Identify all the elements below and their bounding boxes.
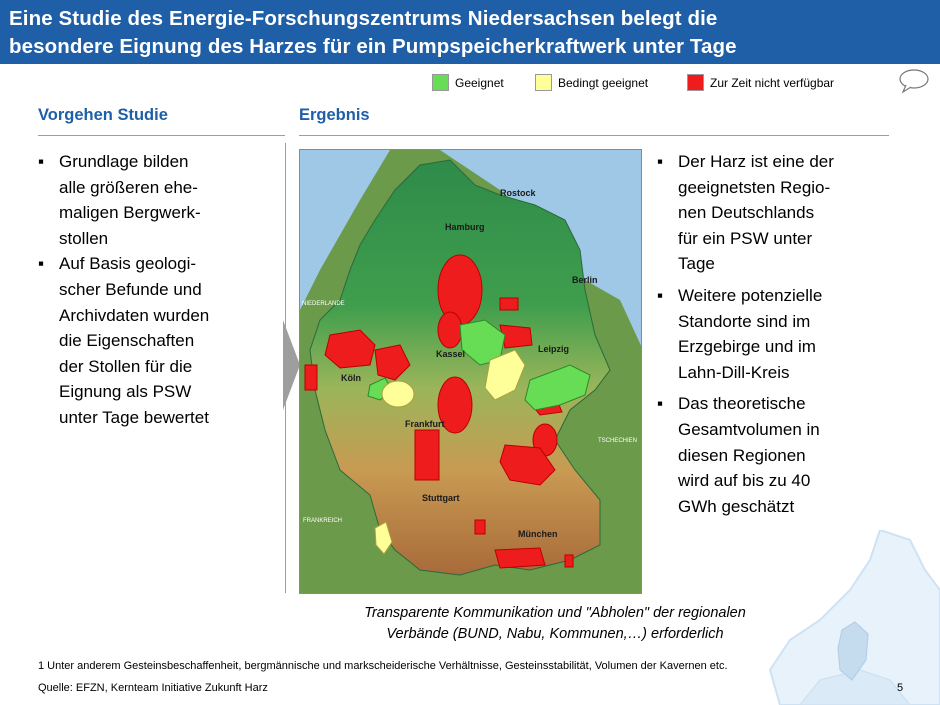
caption <box>300 603 810 645</box>
page-title <box>9 5 934 61</box>
footnote: 1 Unter anderem Gesteinsbeschaffenheit, bergmännische und markscheiderische Verhältnisse, Gesteinsstabilität, Volumen der Kavernen etc. <box>38 660 728 672</box>
source-note: Quelle: EFZN, Kernteam Initiative Zukunft Harz <box>38 682 268 694</box>
red-region <box>475 520 485 534</box>
country-label: NIEDERLANDE <box>302 301 345 307</box>
legend-swatch-red <box>687 74 704 91</box>
bullet-icon: ▪ <box>657 152 664 171</box>
comment-icon[interactable] <box>898 68 930 94</box>
right-bullet-1: ▪ Der Harz ist eine der geeignetsten Regio- nen Deutschlands für ein PSW unter Tage <box>657 149 892 277</box>
city-label: Stuttgart <box>422 493 460 503</box>
left-divider <box>38 135 285 136</box>
bullet-icon: ▪ <box>657 394 664 414</box>
title-line-2: besondere Eignung des Harzes für ein Pumpspeicherkraftwerk unter Tage <box>9 35 737 58</box>
left-heading: Vorgehen Studie <box>38 106 168 124</box>
right-heading: Ergebnis <box>299 106 370 124</box>
city-label: Berlin <box>572 275 598 285</box>
city-label: Leipzig <box>538 344 569 354</box>
caption-line-1: Transparente Kommunikation und "Abholen" der regionalen <box>364 605 746 621</box>
country-label: FRANKREICH <box>303 518 343 524</box>
city-label: München <box>518 529 558 539</box>
red-region <box>305 365 317 390</box>
legend-item-geeignet <box>432 74 504 91</box>
red-region <box>415 430 439 480</box>
red-region <box>438 312 462 348</box>
right-bullet-2: ▪ Weitere potenzielle Standorte sind im Erzgebirge und im Lahn-Dill-Kreis <box>657 283 892 385</box>
title-line-1: Eine Studie des Energie-Forschungszentrums Niedersachsen belegt die <box>9 7 718 30</box>
legend-swatch-yellow <box>535 74 552 91</box>
bullet-icon: ▪ <box>657 285 664 305</box>
left-bullets <box>38 149 278 431</box>
bullet-icon: ▪ <box>38 152 45 171</box>
city-label: Rostock <box>500 188 536 198</box>
legend-item-bedingt <box>535 74 648 91</box>
red-region <box>495 548 545 568</box>
chevron-right-icon <box>283 320 300 410</box>
red-region <box>500 298 518 310</box>
red-region <box>565 555 573 567</box>
page-number: 5 <box>897 682 904 694</box>
caption-line-2: Verbände (BUND, Nabu, Kommunen,…) erforderlich <box>386 626 724 642</box>
right-bullets <box>657 149 892 519</box>
city-label: Kassel <box>436 349 466 359</box>
legend-item-nicht-verfuegbar <box>687 74 834 91</box>
city-label: Hamburg <box>445 222 485 232</box>
right-bullet-3: ▪ Das theoretische Gesamtvolumen in diesen Regionen wird auf bis zu 40 GWh geschätzt <box>657 391 892 519</box>
germany-map <box>299 149 642 594</box>
title-bar <box>0 0 940 64</box>
legend-swatch-green <box>432 74 449 91</box>
right-divider <box>299 135 889 136</box>
legend-label: Geeignet <box>455 75 504 90</box>
yellow-region <box>382 381 414 407</box>
bullet-icon: ▪ <box>38 254 45 274</box>
city-label: Köln <box>341 373 361 383</box>
legend-label: Zur Zeit nicht verfügbar <box>710 75 835 90</box>
left-bullet-1: ▪ Grundlage bilden alle größeren ehe- maligen Bergwerk- stollen <box>38 149 278 251</box>
left-bullet-2: ▪ Auf Basis geologi- scher Befunde und Archivdaten wurden die Eigenschaften der Stollen für die Eignung als PSW unter Tage bewertet <box>38 251 278 430</box>
country-label: TSCHECHIEN <box>598 438 638 444</box>
city-label: Frankfurt <box>405 419 445 429</box>
legend-label: Bedingt geeignet <box>558 75 649 90</box>
